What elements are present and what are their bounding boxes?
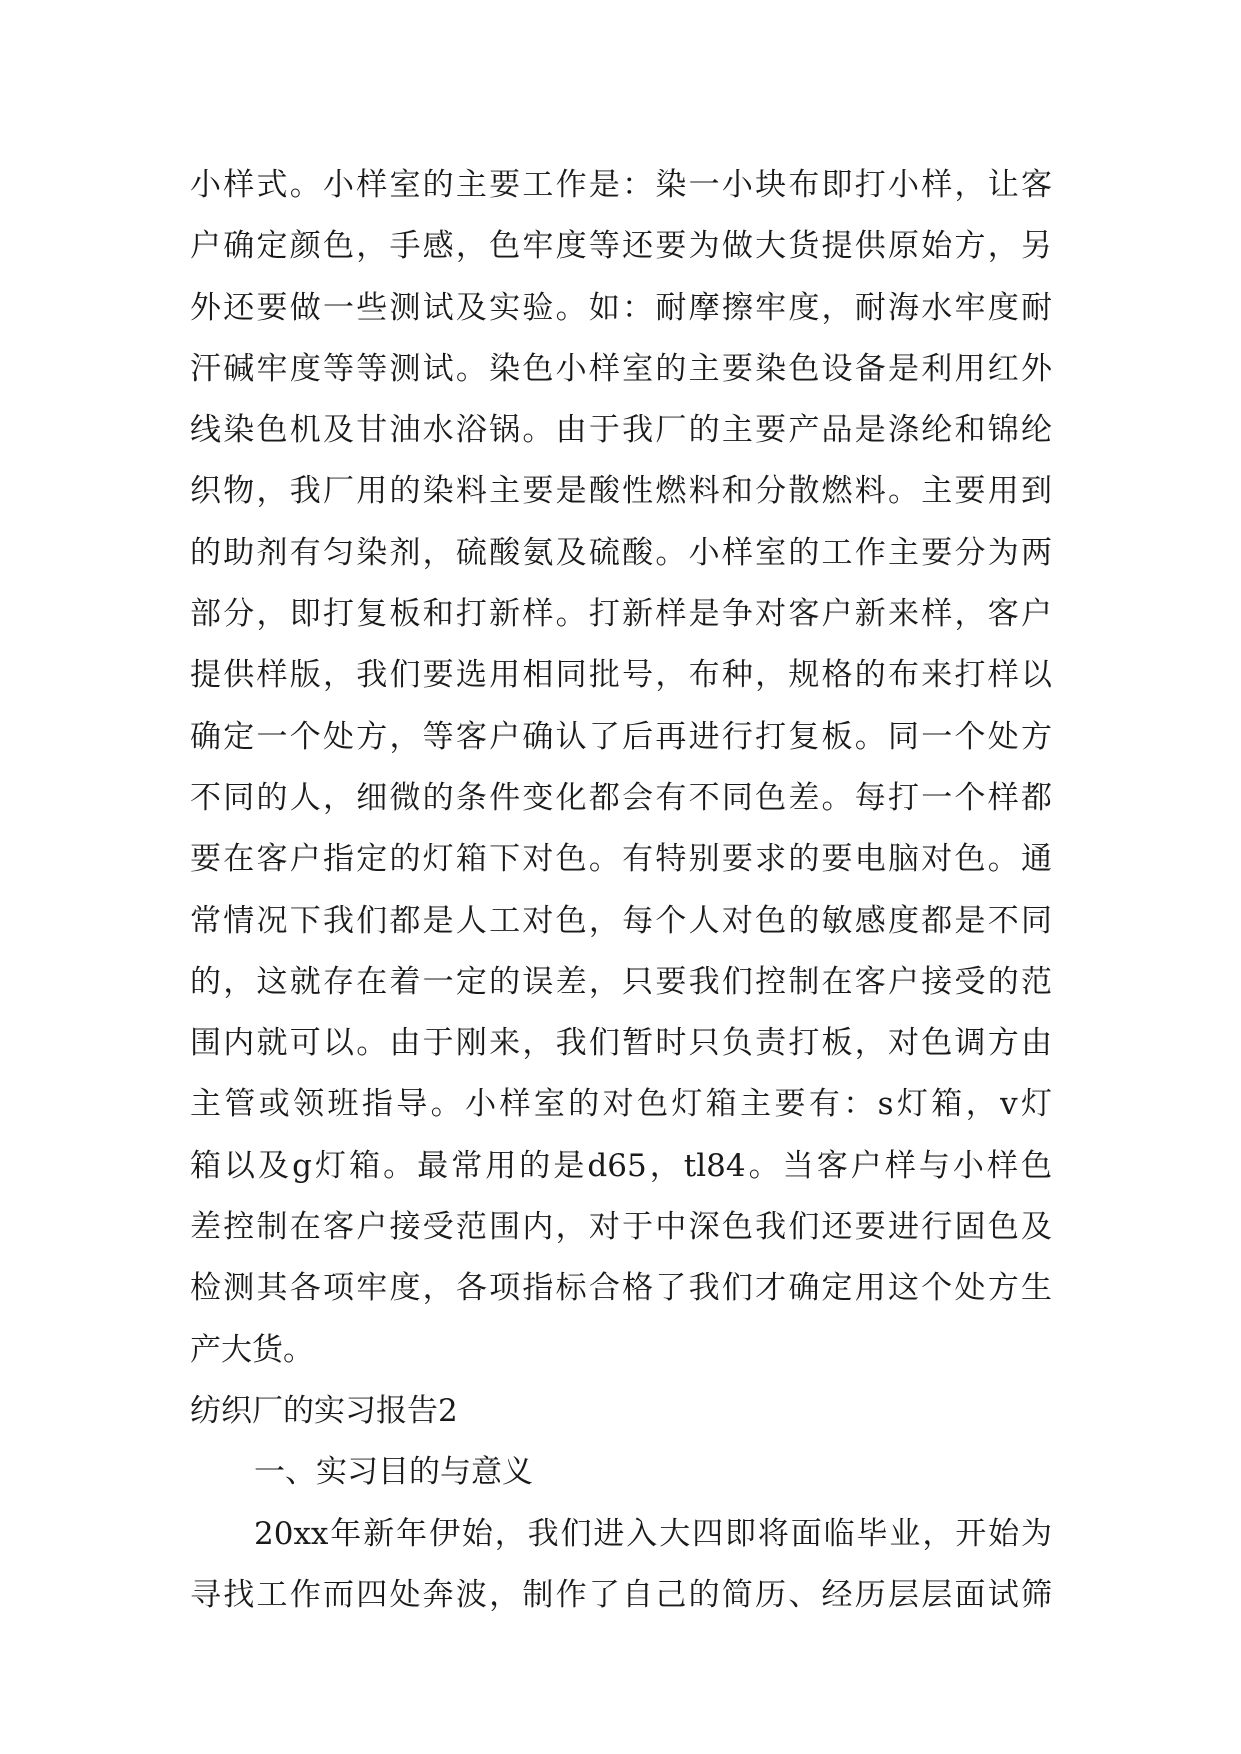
text-line: 户确定颜色，手感，色牢度等还要为做大货提供原始方，另 (190, 228, 1052, 265)
text-line: 小样式。小样室的主要工作是：染一小块布即打小样，让客 (190, 167, 1052, 203)
text-line: 提供样版，我们要选用相同批号，布种，规格的布来打样以 (190, 657, 1052, 694)
text-line: 箱以及g灯箱。最常用的是d65，tl84。当客户样与小样色 (190, 1147, 1052, 1184)
text-line: 部分，即打复板和打新样。打新样是争对客户新来样，客户 (190, 596, 1052, 633)
paragraph-internship-purpose (190, 1504, 1052, 1627)
text-line: 汗碱牢度等等测试。染色小样室的主要染色设备是利用红外 (190, 350, 1052, 387)
text-line: 20xx年新年伊始，我们进入大四即将面临毕业，开始为 (254, 1515, 1052, 1552)
text-line: 织物，我厂用的染料主要是酸性燃料和分散燃料。主要用到 (190, 473, 1052, 510)
text-line: 的，这就存在着一定的误差，只要我们控制在客户接受的范 (190, 963, 1052, 1000)
text-line: 寻找工作而四处奔波，制作了自己的简历、经历层层面试筛 (190, 1576, 1052, 1613)
document-body (190, 155, 1052, 1626)
text-line: 围内就可以。由于刚来，我们暂时只负责打板，对色调方由 (190, 1025, 1052, 1062)
text-line: 常情况下我们都是人工对色，每个人对色的敏感度都是不同 (190, 902, 1052, 939)
text-line: 线染色机及甘油水浴锅。由于我厂的主要产品是涤纶和锦纶 (190, 412, 1052, 449)
section-title: 纺织厂的实习报告2 (190, 1392, 458, 1429)
subsection-title: 一、实习目的与意义 (254, 1454, 533, 1491)
text-line: 差控制在客户接受范围内，对于中深色我们还要进行固色及 (190, 1209, 1052, 1246)
text-line: 的助剂有匀染剂，硫酸氨及硫酸。小样室的工作主要分为两 (190, 534, 1052, 571)
text-line: 检测其各项牢度，各项指标合格了我们才确定用这个处方生 (190, 1270, 1052, 1307)
text-line: 确定一个处方，等客户确认了后再进行打复板。同一个处方 (190, 718, 1052, 755)
text-line: 要在客户指定的灯箱下对色。有特别要求的要电脑对色。通 (190, 841, 1052, 878)
text-line: 外还要做一些测试及实验。如：耐摩擦牢度，耐海水牢度耐 (190, 289, 1052, 326)
text-line: 主管或领班指导。小样室的对色灯箱主要有：s灯箱，v灯 (190, 1086, 1052, 1123)
paragraph-dyeing-lab (190, 155, 1052, 1381)
text-line: 不同的人，细微的条件变化都会有不同色差。每打一个样都 (190, 779, 1052, 816)
text-line: 产大货。 (190, 1331, 314, 1368)
